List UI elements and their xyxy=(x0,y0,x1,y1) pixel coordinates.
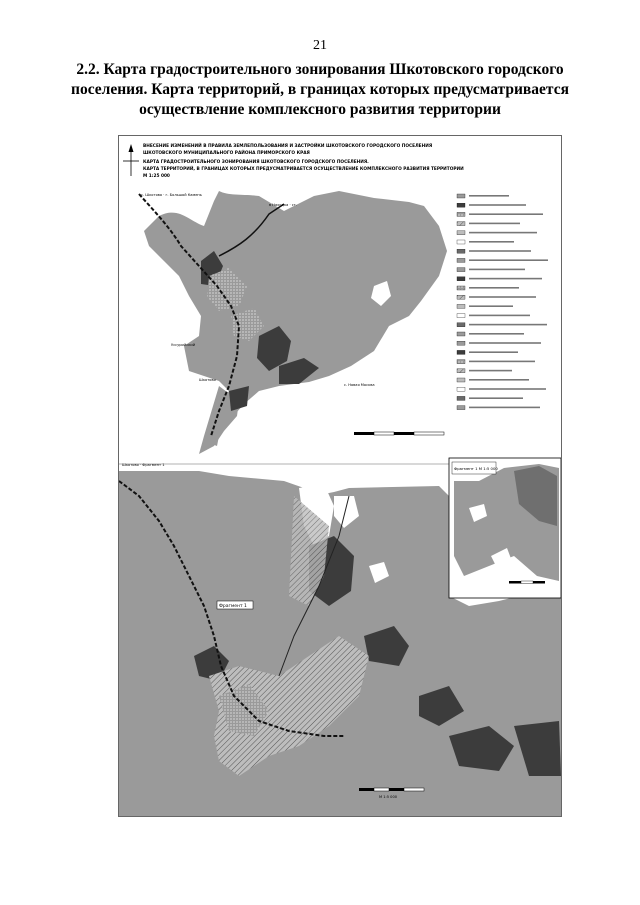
legend-swatch xyxy=(457,295,465,299)
zoning-map xyxy=(118,135,562,817)
legend-text-placeholder xyxy=(469,315,530,317)
legend-swatch xyxy=(457,268,465,272)
overview-map xyxy=(139,191,447,454)
legend-swatch xyxy=(457,194,465,198)
legend-text-placeholder xyxy=(469,204,526,206)
legend-swatch xyxy=(457,314,465,318)
svg-text:с. Шкотово · г. Большой Камень: с. Шкотово · г. Большой Камень xyxy=(141,193,202,197)
legend-text-placeholder xyxy=(469,223,520,225)
legend-text-placeholder xyxy=(469,259,548,261)
fragment-1-label: Фрагмент 1 xyxy=(219,604,247,609)
legend-swatch xyxy=(457,286,465,290)
inset-label: Фрагмент 1 М 1:5 000 xyxy=(454,466,498,471)
map-title-line-5: М 1:25 000 xyxy=(143,174,170,179)
legend-swatch xyxy=(457,332,465,336)
legend-swatch xyxy=(457,341,465,345)
legend-swatch xyxy=(457,222,465,226)
legend-swatch xyxy=(457,396,465,400)
overview-scale-bar xyxy=(354,432,444,435)
legend-swatch xyxy=(457,249,465,253)
legend-swatch xyxy=(457,369,465,373)
legend-text-placeholder xyxy=(469,305,513,307)
map-title-line-1: ВНЕСЕНИЕ ИЗМЕНЕНИЙ В ПРАВИЛА ЗЕМЛЕПОЛЬЗОВАНИЯ И ЗАСТРОЙКИ ШКОТОВСКОГО ГОРОДСКОГО ПОСЕЛЕНИЯ xyxy=(143,144,433,149)
map-title-line-3: КАРТА ГРАДОСТРОИТЕЛЬНОГО ЗОНИРОВАНИЯ ШКОТОВСКОГО ГОРОДСКОГО ПОСЕЛЕНИЯ. xyxy=(143,160,369,165)
legend-text-placeholder xyxy=(469,296,536,298)
map-title-line-4: КАРТА ТЕРРИТОРИЙ, В ГРАНИЦАХ КОТОРЫХ ПРЕДУСМАТРИВАЕТСЯ ОСУЩЕСТВЛЕНИЕ КОМПЛЕКСНОГО РАЗВИТИЯ ТЕРРИТОРИИ xyxy=(143,167,464,172)
legend-swatch xyxy=(457,387,465,391)
map-legend xyxy=(454,186,554,426)
legend-swatch xyxy=(457,350,465,354)
legend-swatch xyxy=(457,212,465,216)
legend-swatch xyxy=(457,378,465,382)
map-title-block xyxy=(143,141,464,179)
legend-text-placeholder xyxy=(469,195,509,197)
fragment-1-callout xyxy=(217,601,253,609)
legend-text-placeholder xyxy=(469,324,547,326)
map-title-line-2: ШКОТОВСКОГО МУНИЦИПАЛЬНОГО РАЙОНА ПРИМОРСКОГО КРАЯ xyxy=(143,151,310,156)
legend-swatch xyxy=(457,203,465,207)
legend-text-placeholder xyxy=(469,379,529,381)
svg-text:Уссурийский: Уссурийский xyxy=(171,343,196,347)
legend-text-placeholder xyxy=(469,269,525,271)
legend-text-placeholder xyxy=(469,397,523,399)
legend-swatch xyxy=(457,304,465,308)
legend-text-placeholder xyxy=(469,342,541,344)
legend-text-placeholder xyxy=(469,232,537,234)
legend-swatch xyxy=(457,240,465,244)
page-number: 21 xyxy=(313,38,327,53)
legend-text-placeholder xyxy=(469,361,535,363)
page-heading: 2.2. Карта градостроительного зонирования Шкотовского городского поселения. Карта территорий, в границах которых предусматривается осуществление комплексного развития территории xyxy=(71,61,569,118)
svg-text:в Находка · ст.: в Находка · ст. xyxy=(269,203,297,207)
svg-text:Шкотово: Шкотово xyxy=(199,378,216,382)
legend-text-placeholder xyxy=(469,351,518,353)
legend-text-placeholder xyxy=(469,287,519,289)
legend-swatch xyxy=(457,277,465,281)
legend-text-placeholder xyxy=(469,333,524,335)
legend-text-placeholder xyxy=(469,213,543,215)
legend-swatch xyxy=(457,406,465,410)
legend-text-placeholder xyxy=(469,241,514,243)
legend-text-placeholder xyxy=(469,370,512,372)
inset-map xyxy=(449,458,561,598)
legend-text-placeholder xyxy=(469,407,540,409)
legend-swatch xyxy=(457,360,465,364)
scale-label: М 1:5 000 xyxy=(379,795,398,799)
legend-swatch xyxy=(457,231,465,235)
legend-swatch xyxy=(457,323,465,327)
north-arrow-icon xyxy=(123,144,139,176)
svg-text:с. Новая Москва: с. Новая Москва xyxy=(344,383,375,387)
legend-text-placeholder xyxy=(469,388,546,390)
legend-text-placeholder xyxy=(469,278,542,280)
legend-text-placeholder xyxy=(469,250,531,252)
svg-text:Шкотово · Фрагмент 1: Шкотово · Фрагмент 1 xyxy=(122,463,165,467)
legend-swatch xyxy=(457,258,465,262)
